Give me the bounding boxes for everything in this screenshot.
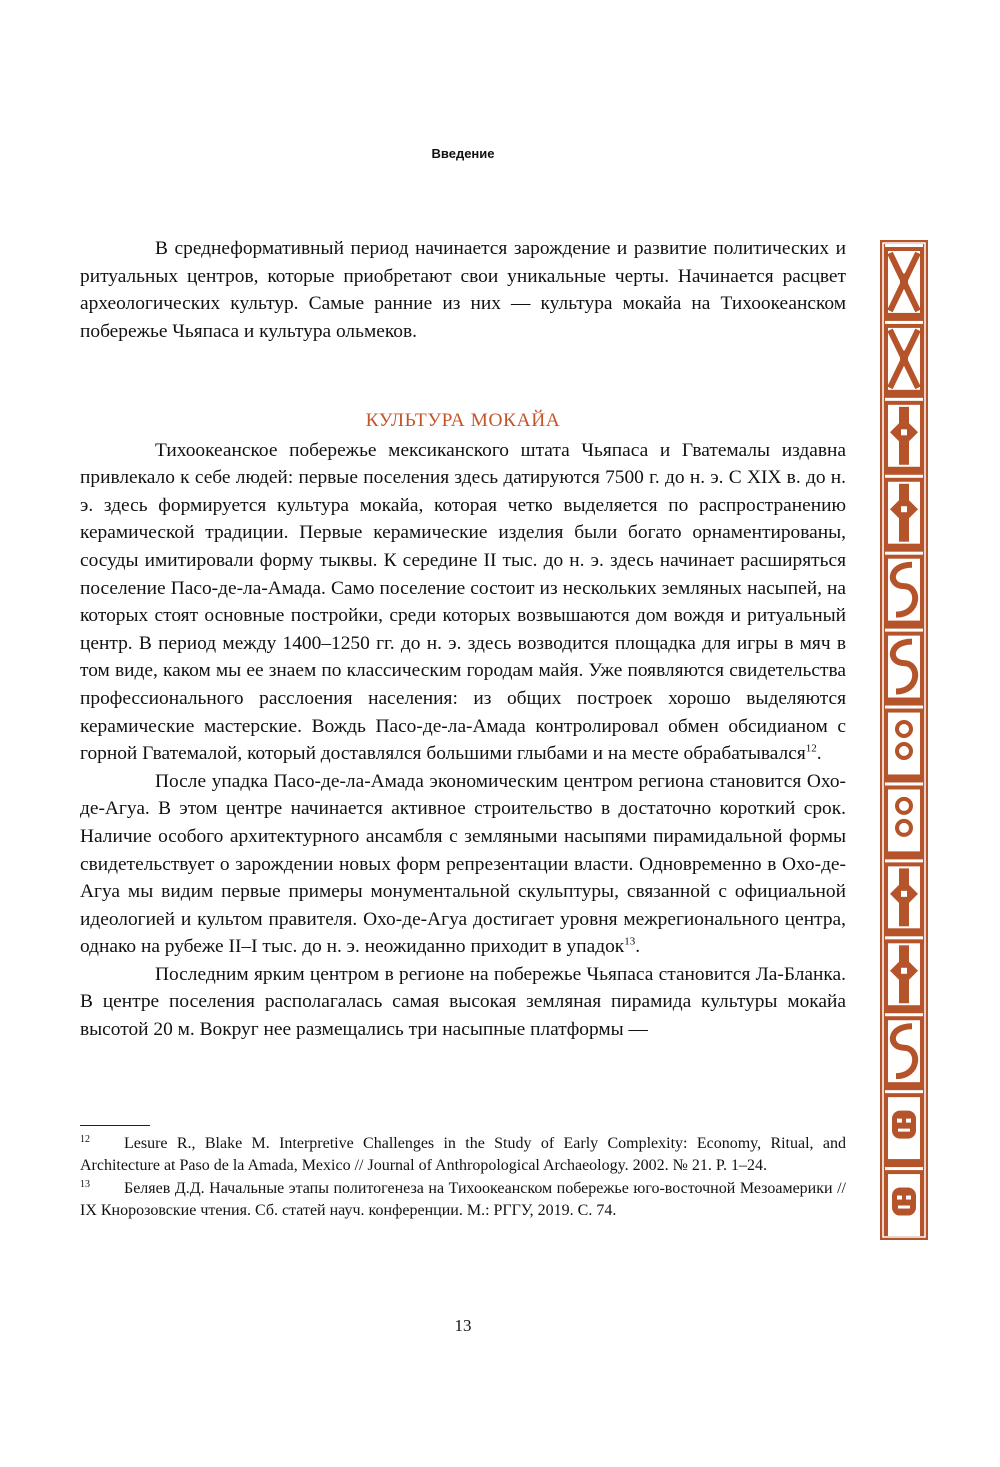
paragraph-tail: . [816,743,822,765]
page-number: 13 [454,1316,472,1335]
section-heading: КУЛЬТУРА МОКАЙА [365,410,561,431]
zigzag-motif [885,321,923,390]
cross-motif [885,398,923,467]
footnote-ref[interactable]: 13 [624,935,636,948]
circles-motif [885,706,923,775]
footnote-divider [80,1125,150,1126]
body-paragraph [80,768,846,961]
footnote-ref[interactable]: 12 [805,742,817,755]
decorative-ornament-band [880,240,928,1240]
body-paragraph [80,437,846,768]
circles-motif [885,782,923,851]
running-head: Введение [431,146,495,161]
footnote-text: Беляев Д.Д. Начальные этапы политогенеза на Тихоокеанском побережье юго-восточной Мезоамерики // IX Кнорозовские чтения. Сб. статей науч. конференции. М.: РГГУ, 2019. С. 74. [80,1180,846,1219]
scroll-motif [885,629,923,698]
face-motif [885,1167,923,1236]
zigzag-motif [885,244,923,313]
face-motif [885,1090,923,1159]
section-mokaya [80,407,846,1044]
paragraph-tail: . [635,936,641,958]
cross-motif [885,859,923,928]
scroll-motif [885,1013,923,1082]
paragraph-text: Последним ярким центром в регионе на побережье Чьяпаса становится Ла-Бланка. В центре поселения располагалась самая высокая земляная пирамида культуры мокайа высотой 20 м. Вокруг нее размещались три насыпные платформы — [80,963,846,1041]
footnote: 12 Lesure R., Blake M. Interpretive Challenges in the Study of Early Complexity: Economy, Ritual, and Architecture at Paso de la Amada, Mexico // Journal of Anthropological Archaeology. 2002. № 21. P. 1–24. [80,1133,846,1174]
footnote-text: Lesure R., Blake M. Interpretive Challenges in the Study of Early Complexity: Economy, Ritual, and Architecture at Paso de la Amada, Mexico // Journal of Anthropological Archaeology. 2002. № 21. P. 1–24. [80,1135,846,1174]
footnotes [80,1133,846,1223]
cross-motif [885,475,923,544]
paragraph-text: Тихоокеанское побережье мексиканского штата Чьяпаса и Гватемалы издавна привлекало к себе людей: первые поселения здесь датируются 7500 г. до н. э. С XIX в. до н. э. здесь формируется культура мокайа, которая четко выделяется по распространению керамической традиции. Первые керамические изделия были богато орнаментированы, сосуды имитировали форму тыквы. К середине II тыс. до н. э. здесь начинает расширяться поселение Пасо-де-ла-Амада. Само поселение состоит из нескольких земляных насыпей, на которых стоят основные постройки, среди которых возвышаются дом вождя и ритуальный центр. В период между 1400–1250 гг. до н. э. здесь возводится площадка для игры в мяч в том виде, каком мы ее знаем по классическим городам майя. Уже появляются свидетельства профессионального расслоения населения: из общих построек хорошо выделяются керамические мастерские. Вождь Пасо-де-ла-Амада контролировал обмен обсидианом с горной Гватемалой, который доставлялся большими глыбами и на месте обрабатывался [80,439,846,765]
paragraph-text: После упадка Пасо-де-ла-Амада экономическим центром региона становится Охо-де-Агуа. В этом центре начинается активное строительство в достаточно короткий срок. Наличие особого архитектурного ансамбля с земляными насыпями пирамидальной формы свидетельствует о зарождении новых форм репрезентации власти. Одновременно в Охо-де-Агуа мы видим первые примеры монументальной скульптуры, связанной с официальной идеологией и культом правителя. Охо-де-Агуа достигает уровня межрегионального центра, однако на рубеже II–I тыс. до н. э. неожиданно приходит в упадок [80,770,846,958]
cross-motif [885,936,923,1005]
intro-paragraph: В среднеформативный период начинается зарождение и развитие политических и ритуальных центров, которые приобретают свои уникальные черты. Начинается расцвет археологических культур. Самые ранние из них — культура мокайа на Тихоокеанском побережье Чьяпаса и культура ольмеков. [80,238,846,342]
scroll-motif [885,552,923,621]
body-paragraph [80,961,846,1044]
footnote: 13 Беляев Д.Д. Начальные этапы политогенеза на Тихоокеанском побережье юго-восточной Мезоамерики // IX Кнорозовские чтения. Сб. статей науч. конференции. М.: РГГУ, 2019. С. 74. [80,1178,846,1219]
intro-text [80,235,846,345]
